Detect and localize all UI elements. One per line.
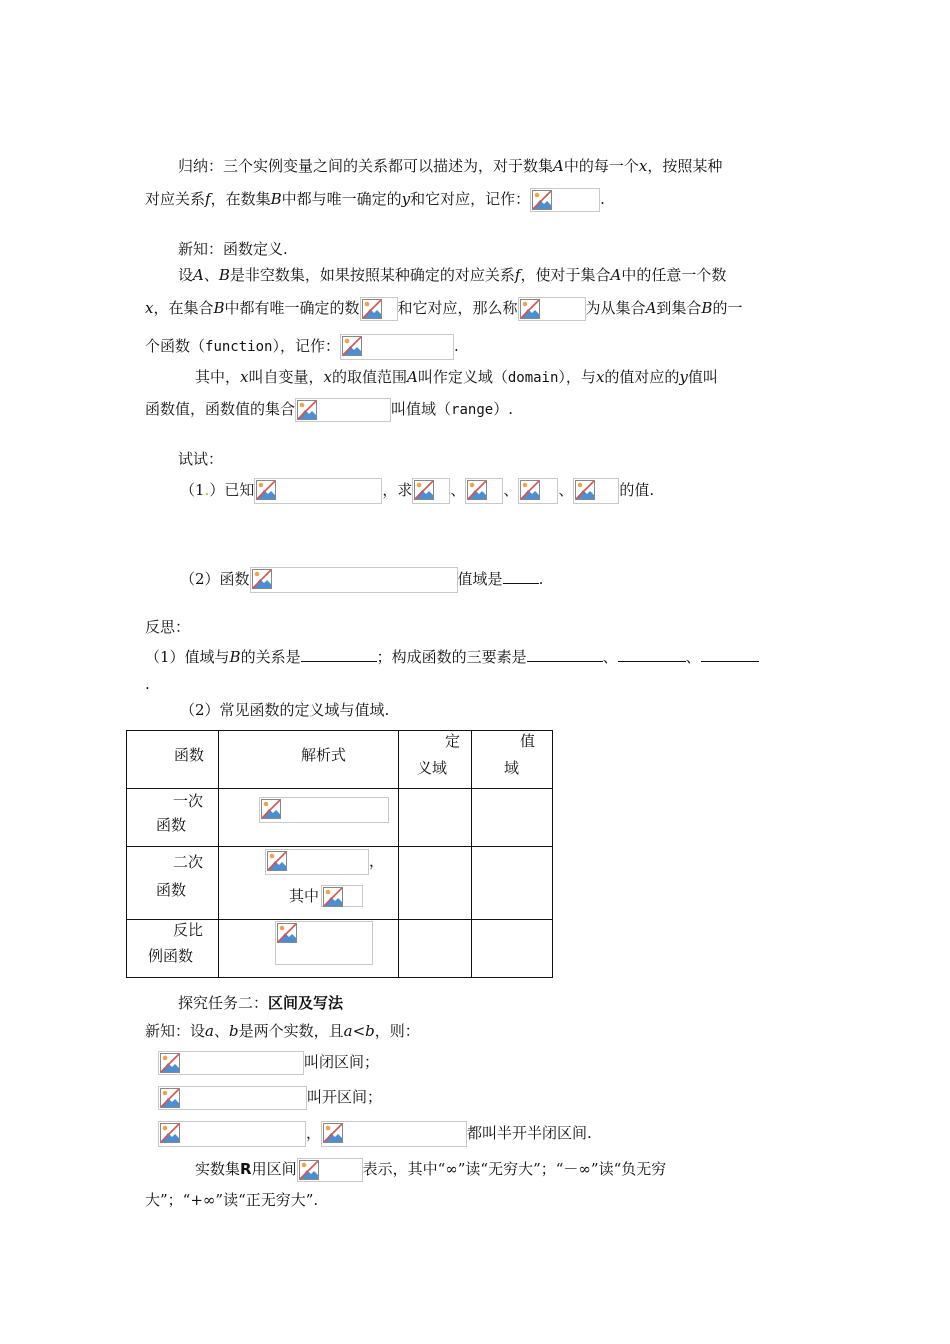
reflect-heading: 反思：: [145, 618, 191, 636]
broken-image-icon: [277, 923, 297, 943]
broken-image-icon: [261, 799, 281, 819]
formula-image: [573, 478, 619, 504]
formula-image: [275, 921, 373, 965]
row-domain: [399, 847, 472, 920]
broken-image-icon: [160, 1088, 180, 1108]
row-domain: [399, 789, 472, 847]
row-domain: [399, 920, 472, 978]
row-name: 二次 函数: [127, 847, 219, 920]
broken-image-icon: [256, 480, 276, 500]
header-expr: 解析式: [219, 731, 399, 789]
table-header-row: [127, 731, 553, 789]
formula-image: [321, 885, 363, 907]
try-question-1: （1.）已知 ，求 、 、 、 的值.: [180, 478, 654, 504]
real-set-line-1: 实数集R用区间 表示，其中“∞”读“无穷大”；“－∞”读“负无穷: [195, 1158, 666, 1182]
reflect-line-2: （2）常见函数的定义域与值域.: [180, 701, 390, 719]
formula-image: [254, 478, 382, 504]
try-heading: 试试：: [178, 450, 224, 468]
formula-image: [321, 1121, 467, 1147]
row-range: [472, 920, 553, 978]
formula-image: [265, 849, 369, 875]
formula-image: [465, 478, 503, 504]
formula-image: [250, 567, 458, 593]
row-expr: [219, 920, 399, 978]
answer-blank[interactable]: [503, 568, 539, 584]
broken-image-icon: [414, 480, 434, 500]
answer-blank[interactable]: [527, 646, 603, 662]
closed-interval-line: 叫闭区间；: [158, 1051, 379, 1075]
row-name: 反比 例函数: [127, 920, 219, 978]
broken-image-icon: [467, 480, 487, 500]
broken-image-icon: [575, 480, 595, 500]
broken-image-icon: [267, 851, 287, 871]
formula-image: [518, 297, 586, 321]
half-interval-line: ， 都叫半开半闭区间.: [158, 1121, 592, 1147]
row-name: 一次 函数: [127, 789, 219, 847]
answer-blank[interactable]: [701, 646, 759, 662]
induction-line-1: 归纳：三个实例变量之间的关系都可以描述为，对于数集A中的每一个x，按照某种: [178, 157, 723, 175]
answer-blank[interactable]: [618, 646, 686, 662]
formula-image: [360, 297, 398, 321]
reflect-line-1: （1）值域与B的关系是 ；构成函数的三要素是 、 、: [145, 646, 759, 667]
task2-intro: 新知：设a、b是两个实数，且a<b，则：: [145, 1022, 420, 1040]
formula-image: [530, 188, 600, 212]
definition-line-2: x，在集合B中都有唯一确定的数 和它对应，那么称 为从集合A到集合B的一: [145, 297, 742, 321]
broken-image-icon: [323, 1123, 343, 1143]
definition-heading: 新知：函数定义.: [178, 240, 288, 258]
broken-image-icon: [299, 1160, 319, 1180]
answer-blank[interactable]: [301, 646, 377, 662]
formula-image: [259, 797, 389, 823]
row-expr: ， 其中: [219, 847, 399, 920]
header-domain: 定 义域: [399, 731, 472, 789]
task2-heading: 探究任务二：区间及写法: [178, 994, 344, 1012]
formula-image: [295, 398, 391, 422]
formula-image: [158, 1051, 304, 1075]
broken-image-icon: [252, 569, 272, 589]
row-expr: [219, 789, 399, 847]
try-question-2: （2）函数 值域是 .: [180, 567, 543, 593]
broken-image-icon: [160, 1123, 180, 1143]
broken-image-icon: [532, 190, 552, 210]
table-row: [127, 847, 553, 920]
formula-image: [158, 1086, 307, 1110]
broken-image-icon: [160, 1053, 180, 1073]
broken-image-icon: [297, 400, 317, 420]
broken-image-icon: [362, 299, 382, 319]
header-func: 函数: [127, 731, 219, 789]
broken-image-icon: [323, 887, 343, 907]
function-table: [126, 730, 553, 978]
table-row: [127, 920, 553, 978]
row-range: [472, 847, 553, 920]
reflect-line-1-end: .: [145, 675, 150, 693]
induction-line-2: 对应关系f，在数集B中都与唯一确定的y和它对应，记作： .: [145, 188, 605, 212]
broken-image-icon: [342, 336, 362, 356]
definition-line-5: 函数值，函数值的集合 叫值域（range）.: [145, 398, 513, 422]
open-interval-line: 叫开区间；: [158, 1086, 382, 1110]
broken-image-icon: [520, 299, 540, 319]
definition-line-4: 其中，x叫自变量，x的取值范围A叫作定义域（domain），与x的值对应的y值叫: [195, 368, 718, 386]
formula-image: [412, 478, 450, 504]
formula-image: [518, 478, 558, 504]
real-set-line-2: 大”；“+∞”读“正无穷大”.: [145, 1191, 319, 1209]
formula-image: [158, 1121, 306, 1147]
header-range: 值 域: [472, 731, 553, 789]
row-range: [472, 789, 553, 847]
table-row: [127, 789, 553, 847]
formula-image: [297, 1158, 363, 1182]
broken-image-icon: [520, 480, 540, 500]
formula-image: [340, 334, 454, 360]
definition-line-1: 设A、B是非空数集，如果按照某种确定的对应关系f，使对于集合A中的任意一个数: [178, 266, 727, 284]
definition-line-3: 个函数（function），记作： .: [145, 334, 459, 360]
